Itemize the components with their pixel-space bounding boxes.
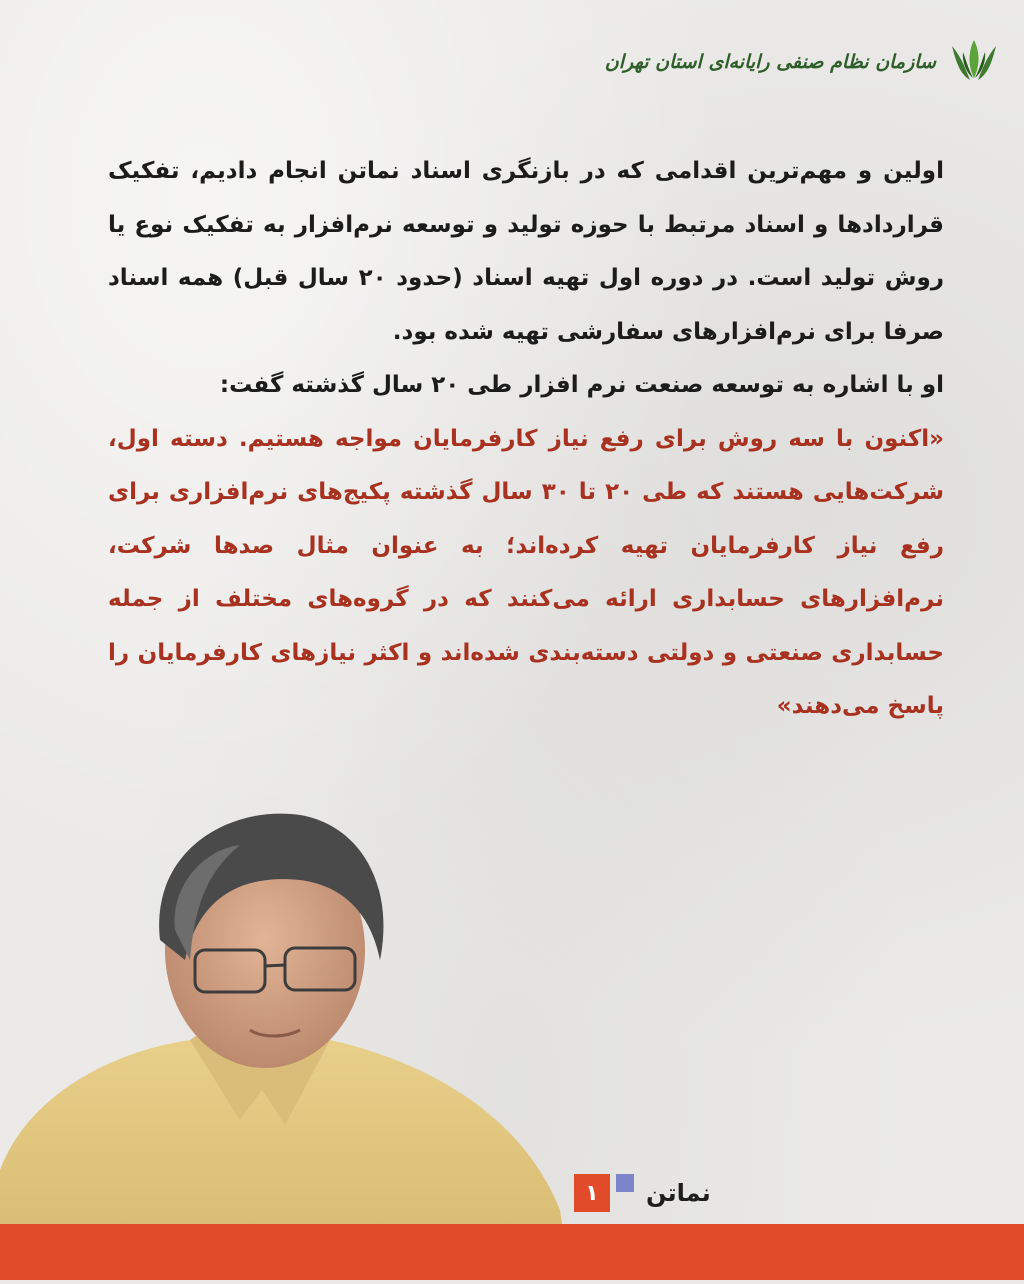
series-badge <box>574 1174 711 1212</box>
brand-header <box>605 34 1002 90</box>
badge-number: ۱ <box>574 1174 610 1212</box>
badge-label: نماتن <box>646 1179 711 1207</box>
article-paragraph-2: او با اشاره به توسعه صنعت نرم افزار طی ۲۰ سال گذشته گفت: <box>219 372 944 398</box>
brand-name: سازمان نظام صنفی رایانه‌ای استان تهران <box>604 51 936 73</box>
article-body <box>108 145 944 734</box>
footer-bar <box>0 1224 1024 1280</box>
article-quote: «اکنون با سه روش برای رفع نیاز کارفرمایان مواجه هستیم. دسته اول، شرکت‌هایی هستند که طی ۲۰ تا ۳۰ سال گذشته پکیج‌های نرم‌افزاری برای رفع نیاز کارفرمایان تهیه کرده‌اند؛ به عنوان مثال صدها شرکت، نرم‌افزارهای حسابداری ارائه می‌کنند که در گروه‌های مختلف از جمله حسابداری صنعتی و دولتی دسته‌بندی شده‌اند و اکثر نیازهای کارفرمایان را پاسخ می‌دهند» <box>108 425 944 719</box>
badge-square-icon <box>616 1174 634 1192</box>
tulip-logo-icon <box>946 34 1002 90</box>
article-paragraph-1: اولین و مهم‌ترین اقدامی که در بازنگری اسناد نماتن انجام دادیم، تفکیک قراردادها و اسناد مرتبط با حوزه تولید و توسعه نرم‌افزار به تفکیک نوع یا روش تولید است. در دوره اول تهیه اسناد (حدود ۲۰ سال قبل) همه اسناد صرفا برای نرم‌افزارهای سفارشی تهیه شده بود. <box>108 158 945 345</box>
speaker-photo <box>0 790 600 1280</box>
